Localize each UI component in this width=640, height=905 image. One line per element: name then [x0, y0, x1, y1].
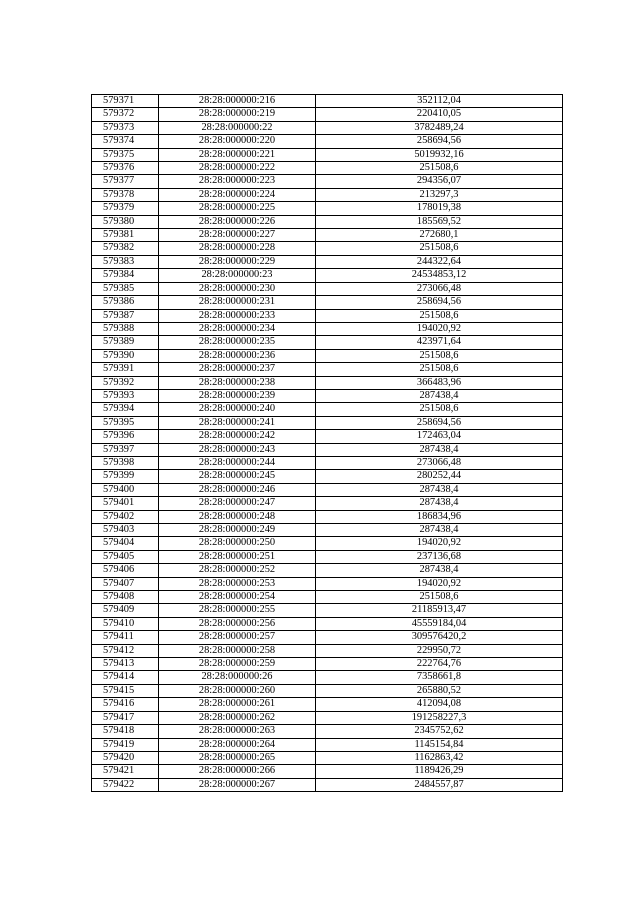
- cadastral-number-cell: 28:28:000000:263: [159, 725, 316, 738]
- row-number-cell: 579406: [92, 564, 159, 577]
- table-row: [92, 631, 563, 644]
- value-cell: 220410,05: [316, 108, 563, 121]
- cadastral-number-cell: 28:28:000000:259: [159, 658, 316, 671]
- cadastral-number-cell: 28:28:000000:224: [159, 188, 316, 201]
- cadastral-number-cell: 28:28:000000:250: [159, 537, 316, 550]
- cadastral-number-cell: 28:28:000000:253: [159, 577, 316, 590]
- row-number-cell: 579419: [92, 738, 159, 751]
- value-cell: 251508,6: [316, 349, 563, 362]
- table-row: [92, 497, 563, 510]
- table-row: [92, 269, 563, 282]
- cadastral-number-cell: 28:28:000000:245: [159, 470, 316, 483]
- table-row: [92, 765, 563, 778]
- row-number-cell: 579371: [92, 95, 159, 108]
- value-cell: 412094,08: [316, 698, 563, 711]
- table-row: [92, 671, 563, 684]
- value-cell: 3782489,24: [316, 121, 563, 134]
- row-number-cell: 579384: [92, 269, 159, 282]
- value-cell: 251508,6: [316, 591, 563, 604]
- table-row: [92, 550, 563, 563]
- table-row: [92, 282, 563, 295]
- value-cell: 251508,6: [316, 242, 563, 255]
- cadastral-number-cell: 28:28:000000:220: [159, 135, 316, 148]
- row-number-cell: 579392: [92, 376, 159, 389]
- value-cell: 1162863,42: [316, 751, 563, 764]
- row-number-cell: 579413: [92, 658, 159, 671]
- row-number-cell: 579379: [92, 202, 159, 215]
- table-row: [92, 215, 563, 228]
- row-number-cell: 579377: [92, 175, 159, 188]
- cadastral-number-cell: 28:28:000000:216: [159, 95, 316, 108]
- cadastral-number-cell: 28:28:000000:260: [159, 684, 316, 697]
- cadastral-number-cell: 28:28:000000:244: [159, 456, 316, 469]
- table-row: [92, 604, 563, 617]
- row-number-cell: 579414: [92, 671, 159, 684]
- value-cell: 273066,48: [316, 282, 563, 295]
- row-number-cell: 579397: [92, 443, 159, 456]
- table-row: [92, 296, 563, 309]
- row-number-cell: 579380: [92, 215, 159, 228]
- cadastral-number-cell: 28:28:000000:252: [159, 564, 316, 577]
- table-row: [92, 322, 563, 335]
- cadastral-number-cell: 28:28:000000:255: [159, 604, 316, 617]
- cadastral-number-cell: 28:28:000000:234: [159, 322, 316, 335]
- value-cell: 309576420,2: [316, 631, 563, 644]
- row-number-cell: 579416: [92, 698, 159, 711]
- value-cell: 294356,07: [316, 175, 563, 188]
- value-cell: 172463,04: [316, 430, 563, 443]
- cadastral-number-cell: 28:28:000000:247: [159, 497, 316, 510]
- value-cell: 194020,92: [316, 577, 563, 590]
- value-cell: 7358661,8: [316, 671, 563, 684]
- value-cell: 1189426,29: [316, 765, 563, 778]
- cadastral-number-cell: 28:28:000000:267: [159, 778, 316, 791]
- row-number-cell: 579405: [92, 550, 159, 563]
- cadastral-number-cell: 28:28:000000:229: [159, 255, 316, 268]
- cadastral-number-cell: 28:28:000000:251: [159, 550, 316, 563]
- table-row: [92, 698, 563, 711]
- table-row: [92, 255, 563, 268]
- cadastral-number-cell: 28:28:000000:264: [159, 738, 316, 751]
- table-row: [92, 684, 563, 697]
- value-cell: 194020,92: [316, 537, 563, 550]
- cadastral-number-cell: 28:28:000000:241: [159, 416, 316, 429]
- table-row: [92, 725, 563, 738]
- table-row: [92, 564, 563, 577]
- value-cell: 222764,76: [316, 658, 563, 671]
- cadastral-number-cell: 28:28:000000:236: [159, 349, 316, 362]
- row-number-cell: 579408: [92, 591, 159, 604]
- row-number-cell: 579373: [92, 121, 159, 134]
- table-row: [92, 389, 563, 402]
- row-number-cell: 579400: [92, 483, 159, 496]
- table-row: [92, 376, 563, 389]
- cadastral-number-cell: 28:28:000000:266: [159, 765, 316, 778]
- value-cell: 273066,48: [316, 456, 563, 469]
- row-number-cell: 579374: [92, 135, 159, 148]
- value-cell: 287438,4: [316, 483, 563, 496]
- table-row: [92, 591, 563, 604]
- value-cell: 1145154,84: [316, 738, 563, 751]
- value-cell: 287438,4: [316, 389, 563, 402]
- value-cell: 2484557,87: [316, 778, 563, 791]
- table-row: [92, 135, 563, 148]
- table-row: [92, 108, 563, 121]
- cadastral-number-cell: 28:28:000000:265: [159, 751, 316, 764]
- table-row: [92, 577, 563, 590]
- table-row: [92, 416, 563, 429]
- cadastral-number-cell: 28:28:000000:262: [159, 711, 316, 724]
- table-row: [92, 738, 563, 751]
- cadastral-number-cell: 28:28:000000:230: [159, 282, 316, 295]
- row-number-cell: 579402: [92, 510, 159, 523]
- row-number-cell: 579403: [92, 524, 159, 537]
- row-number-cell: 579422: [92, 778, 159, 791]
- table-row: [92, 349, 563, 362]
- document-page: [91, 94, 563, 792]
- row-number-cell: 579415: [92, 684, 159, 697]
- table-row: [92, 537, 563, 550]
- row-number-cell: 579411: [92, 631, 159, 644]
- cadastral-number-cell: 28:28:000000:239: [159, 389, 316, 402]
- value-cell: 185569,52: [316, 215, 563, 228]
- value-cell: 178019,38: [316, 202, 563, 215]
- table-row: [92, 443, 563, 456]
- cadastral-number-cell: 28:28:000000:254: [159, 591, 316, 604]
- cadastral-number-cell: 28:28:000000:238: [159, 376, 316, 389]
- value-cell: 423971,64: [316, 336, 563, 349]
- row-number-cell: 579401: [92, 497, 159, 510]
- row-number-cell: 579420: [92, 751, 159, 764]
- value-cell: 251508,6: [316, 403, 563, 416]
- row-number-cell: 579385: [92, 282, 159, 295]
- value-cell: 287438,4: [316, 443, 563, 456]
- table-row: [92, 524, 563, 537]
- value-cell: 24534853,12: [316, 269, 563, 282]
- table-row: [92, 751, 563, 764]
- table-row: [92, 121, 563, 134]
- row-number-cell: 579393: [92, 389, 159, 402]
- value-cell: 45559184,04: [316, 617, 563, 630]
- row-number-cell: 579376: [92, 162, 159, 175]
- cadastral-number-cell: 28:28:000000:221: [159, 148, 316, 161]
- cadastral-number-cell: 28:28:000000:235: [159, 336, 316, 349]
- cadastral-number-cell: 28:28:000000:26: [159, 671, 316, 684]
- row-number-cell: 579375: [92, 148, 159, 161]
- row-number-cell: 579391: [92, 363, 159, 376]
- table-row: [92, 162, 563, 175]
- table-row: [92, 778, 563, 791]
- row-number-cell: 579378: [92, 188, 159, 201]
- value-cell: 251508,6: [316, 363, 563, 376]
- cadastral-number-cell: 28:28:000000:228: [159, 242, 316, 255]
- table-row: [92, 95, 563, 108]
- value-cell: 21185913,47: [316, 604, 563, 617]
- cadastral-number-cell: 28:28:000000:249: [159, 524, 316, 537]
- cadastral-number-cell: 28:28:000000:23: [159, 269, 316, 282]
- table-row: [92, 456, 563, 469]
- row-number-cell: 579421: [92, 765, 159, 778]
- row-number-cell: 579407: [92, 577, 159, 590]
- row-number-cell: 579386: [92, 296, 159, 309]
- value-cell: 258694,56: [316, 135, 563, 148]
- table-row: [92, 430, 563, 443]
- table-row: [92, 510, 563, 523]
- cadastral-number-cell: 28:28:000000:240: [159, 403, 316, 416]
- row-number-cell: 579409: [92, 604, 159, 617]
- row-number-cell: 579412: [92, 644, 159, 657]
- row-number-cell: 579382: [92, 242, 159, 255]
- value-cell: 258694,56: [316, 416, 563, 429]
- table-row: [92, 309, 563, 322]
- row-number-cell: 579395: [92, 416, 159, 429]
- value-cell: 251508,6: [316, 309, 563, 322]
- row-number-cell: 579372: [92, 108, 159, 121]
- cadastral-number-cell: 28:28:000000:223: [159, 175, 316, 188]
- row-number-cell: 579381: [92, 229, 159, 242]
- table-row: [92, 711, 563, 724]
- value-cell: 244322,64: [316, 255, 563, 268]
- cadastral-number-cell: 28:28:000000:242: [159, 430, 316, 443]
- row-number-cell: 579394: [92, 403, 159, 416]
- table-row: [92, 658, 563, 671]
- value-cell: 280252,44: [316, 470, 563, 483]
- cadastral-number-cell: 28:28:000000:233: [159, 309, 316, 322]
- table-row: [92, 229, 563, 242]
- table-row: [92, 363, 563, 376]
- cadastral-number-cell: 28:28:000000:248: [159, 510, 316, 523]
- cadastral-number-cell: 28:28:000000:227: [159, 229, 316, 242]
- row-number-cell: 579410: [92, 617, 159, 630]
- table-row: [92, 403, 563, 416]
- table-row: [92, 175, 563, 188]
- row-number-cell: 579387: [92, 309, 159, 322]
- cadastral-number-cell: 28:28:000000:219: [159, 108, 316, 121]
- table-row: [92, 483, 563, 496]
- table-row: [92, 644, 563, 657]
- cadastral-number-cell: 28:28:000000:237: [159, 363, 316, 376]
- value-cell: 287438,4: [316, 524, 563, 537]
- value-cell: 186834,96: [316, 510, 563, 523]
- row-number-cell: 579417: [92, 711, 159, 724]
- cadastral-number-cell: 28:28:000000:231: [159, 296, 316, 309]
- value-cell: 2345752,62: [316, 725, 563, 738]
- value-cell: 287438,4: [316, 564, 563, 577]
- table-body: [92, 95, 563, 792]
- cadastral-value-table: [91, 94, 563, 792]
- row-number-cell: 579404: [92, 537, 159, 550]
- cadastral-number-cell: 28:28:000000:256: [159, 617, 316, 630]
- row-number-cell: 579389: [92, 336, 159, 349]
- cadastral-number-cell: 28:28:000000:222: [159, 162, 316, 175]
- row-number-cell: 579399: [92, 470, 159, 483]
- value-cell: 265880,52: [316, 684, 563, 697]
- value-cell: 229950,72: [316, 644, 563, 657]
- cadastral-number-cell: 28:28:000000:257: [159, 631, 316, 644]
- table-row: [92, 617, 563, 630]
- value-cell: 5019932,16: [316, 148, 563, 161]
- cadastral-number-cell: 28:28:000000:246: [159, 483, 316, 496]
- table-row: [92, 242, 563, 255]
- value-cell: 194020,92: [316, 322, 563, 335]
- value-cell: 366483,96: [316, 376, 563, 389]
- cadastral-number-cell: 28:28:000000:226: [159, 215, 316, 228]
- value-cell: 258694,56: [316, 296, 563, 309]
- table-row: [92, 148, 563, 161]
- row-number-cell: 579418: [92, 725, 159, 738]
- table-row: [92, 336, 563, 349]
- row-number-cell: 579383: [92, 255, 159, 268]
- cadastral-number-cell: 28:28:000000:261: [159, 698, 316, 711]
- value-cell: 287438,4: [316, 497, 563, 510]
- row-number-cell: 579398: [92, 456, 159, 469]
- value-cell: 191258227,3: [316, 711, 563, 724]
- row-number-cell: 579396: [92, 430, 159, 443]
- value-cell: 237136,68: [316, 550, 563, 563]
- cadastral-number-cell: 28:28:000000:22: [159, 121, 316, 134]
- value-cell: 352112,04: [316, 95, 563, 108]
- table-row: [92, 470, 563, 483]
- value-cell: 251508,6: [316, 162, 563, 175]
- value-cell: 213297,3: [316, 188, 563, 201]
- table-row: [92, 202, 563, 215]
- value-cell: 272680,1: [316, 229, 563, 242]
- cadastral-number-cell: 28:28:000000:243: [159, 443, 316, 456]
- row-number-cell: 579388: [92, 322, 159, 335]
- cadastral-number-cell: 28:28:000000:225: [159, 202, 316, 215]
- row-number-cell: 579390: [92, 349, 159, 362]
- table-row: [92, 188, 563, 201]
- cadastral-number-cell: 28:28:000000:258: [159, 644, 316, 657]
